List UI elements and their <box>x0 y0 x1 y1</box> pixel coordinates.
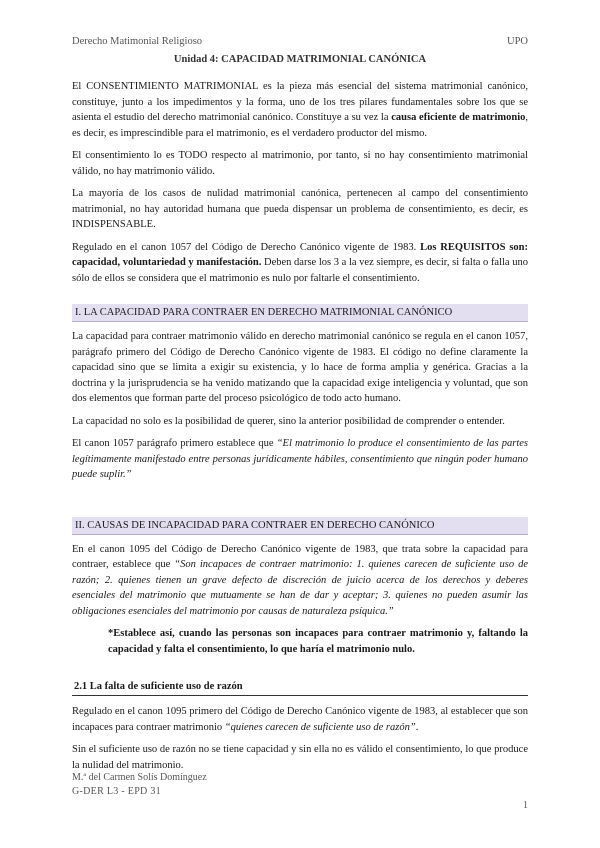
footer-course-code: G-DER L3 - EPD 31 <box>72 786 161 797</box>
section-1-paragraph-1: La capacidad para contraer matrimonio válido en derecho matrimonial canónico se regula en el canon 1057, parágrafo primero del Código de Derecho Canónico vigente de 1983. El código no define claramente la capacidad sino que se limita a exigir su existencia, y lo hace de forma amplia y genérica. Gracias a la doctrina y la jurisprudencia se ha venido matizando que la capacidad exige inteligencia y voluntad, que son dos elementos que forman parte del proceso psicológico de todo acto humano. <box>72 331 528 404</box>
subsection-2-1-heading: 2.1 La falta de suficiente uso de razón <box>72 679 528 696</box>
subsection-2-1-paragraph-1: Regulado en el canon 1095 primero del Código de Derecho Canónico vigente de 1983, al establecer que son incapaces para contraer matrimonio “quienes carecen de suficiente uso de razón”. <box>72 706 528 733</box>
section-2-paragraph-1: En el canon 1095 del Código de Derecho Canónico vigente de 1983, que trata sobre la capacidad para contraer, establece que “Son incapaces de contraer matrimonio: 1. quienes carecen de suficiente uso de razón; 2. quienes tienen un grave defecto de discreción de juicio acerca de los derechos y deberes esenciales del matrimonio que mutuamente se han de dar y aceptar; 3. quienes no pueden asumir las obligaciones esenciales del matrimonio por causas de naturaleza psíquica.” <box>72 543 529 617</box>
header-course-name: Derecho Matimonial Religioso <box>72 36 203 47</box>
intro-paragraph-2: El consentimiento lo es TODO respecto al matrimonio, por tanto, si no hay consentimiento matrimonial válido, no hay matrimonio válido. <box>72 150 528 177</box>
page-body <box>72 54 528 780</box>
unit-title: Unidad 4: CAPACIDAD MATRIMONIAL CANÓNICA <box>173 54 427 65</box>
subsection-2-1-paragraph-2: Sin el suficiente uso de razón no se tiene capacidad y sin ella no es válido el consentimiento, lo que produce la nulidad del matrimonio. <box>72 744 528 771</box>
page-number: 1 <box>523 800 528 811</box>
section-1-paragraph-3: El canon 1057 parágrafo primero establece que “El matrimonio lo produce el consentimiento de las partes legítimamente manifestado entre personas jurídicamente hábiles, consentimiento que ningún poder humano puede suplir.” <box>72 438 528 480</box>
intro-paragraph-1: El CONSENTIMIENTO MATRIMONIAL es la pieza más esencial del sistema matrimonial canónico, constituye, junto a los impedimentos y la forma, uno de los tres pilares fundamentales sobre los que se asienta el estudio del derecho matrimonial canónico. Constituye a su vez la causa eficiente de matrimonio, es decir, es imprescindible para el matrimonio, es el verdadero productor del mismo. <box>72 81 528 139</box>
footer-author: M.ª del Carmen Solís Domínguez <box>72 772 207 783</box>
section-1-heading: I. LA CAPACIDAD PARA CONTRAER EN DERECHO MATRIMONIAL CANÓNICO <box>72 304 528 322</box>
intro-paragraph-4: Regulado en el canon 1057 del Código de Derecho Canónico vigente de 1983. Los REQUISITOS son: capacidad, voluntariedad y manifestación. Deben darse los 3 a la vez siempre, es decir, si falta o falla uno sólo de ellos se considera que el matrimonio es nulo por faltarle el consentimiento. <box>72 241 529 284</box>
section-2-note: *Establece así, cuando las personas son incapaces para contraer matrimonio y, faltando la capacidad y falta el consentimiento, lo que haría el matrimonio nulo. <box>108 628 528 655</box>
intro-paragraph-3: La mayoría de los casos de nulidad matrimonial canónica, pertenecen al campo del consentimiento matrimonial, no hay autoridad humana que pueda dispensar un problema de consentimiento, es decir, es INDISPENSABLE. <box>72 188 528 230</box>
section-2-heading: II. CAUSAS DE INCAPACIDAD PARA CONTRAER EN DERECHO CANÓNICO <box>72 517 528 535</box>
section-1-paragraph-2: La capacidad no solo es la posibilidad de querer, sino la anterior posibilidad de comprender o entender. <box>72 415 505 427</box>
header-university: UPO <box>506 36 528 47</box>
